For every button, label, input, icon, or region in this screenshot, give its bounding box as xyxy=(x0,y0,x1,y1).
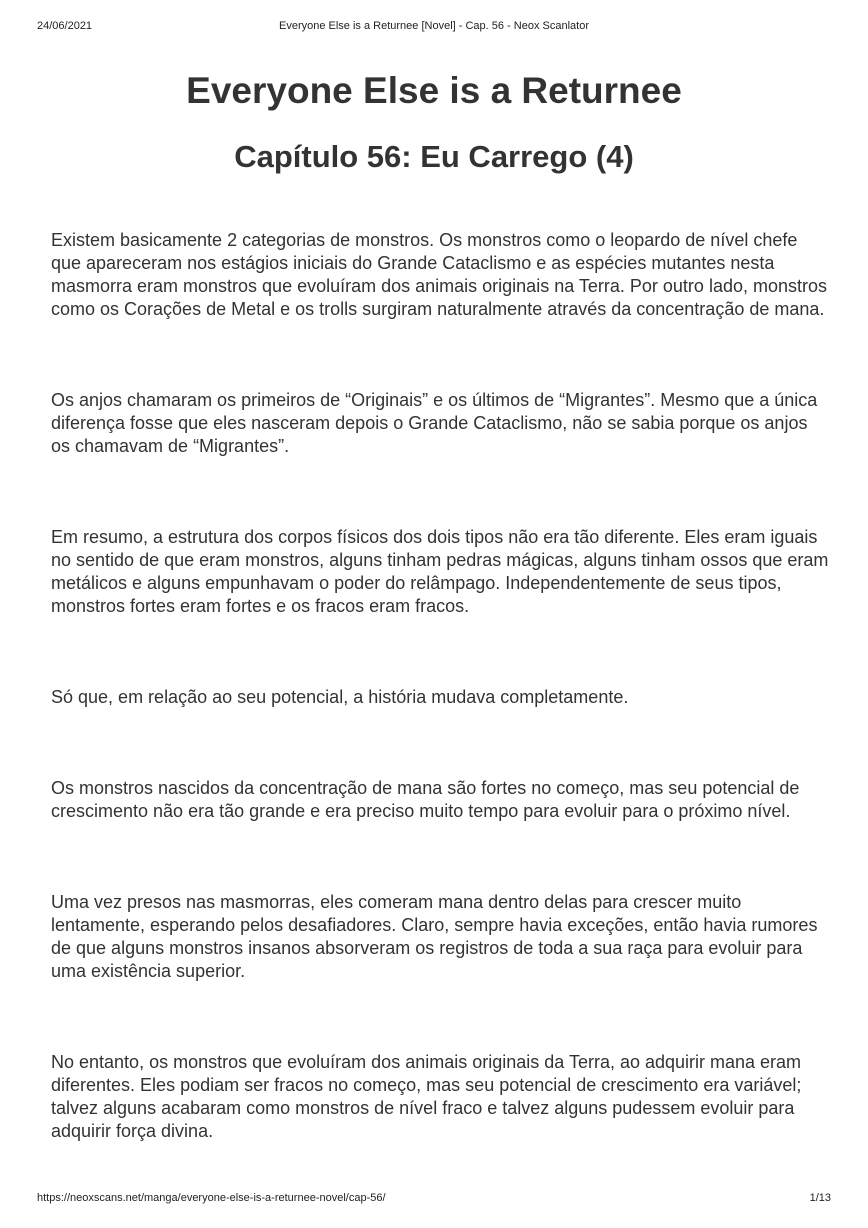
paragraph-5: Os monstros nascidos da concentração de mana são fortes no começo, mas seu potencial de crescimento não era tão grande e era preciso muito tempo para evoluir para o próximo nível. xyxy=(51,778,800,821)
print-footer xyxy=(37,1192,831,1208)
paragraph-1: Existem basicamente 2 categorias de monstros. Os monstros como o leopardo de nível chefe que apareceram nos estágios iniciais do Grande Cataclismo e as espécies mutantes nesta masmorra eram monstros que evoluíram dos animais originais na Terra. Por outro lado, monstros como os Corações de Metal e os trolls surgiram naturalmente através da concentração de mana. xyxy=(51,230,827,319)
paragraph-6: Uma vez presos nas masmorras, eles comeram mana dentro delas para crescer muito lentamente, esperando pelos desafiadores. Claro, sempre havia exceções, então havia rumores de que alguns monstros insanos absorveram os registros de toda a sua raça para evoluir para uma existência superior. xyxy=(51,892,818,981)
chapter-content xyxy=(51,229,831,1211)
paragraph-2: Os anjos chamaram os primeiros de “Originais” e os últimos de “Migrantes”. Mesmo que a única diferença fosse que eles nasceram depois o Grande Cataclismo, não se sabia porque os anjos os chamavam de “Migrantes”. xyxy=(51,390,818,456)
paragraph-3: Em resumo, a estrutura dos corpos físicos dos dois tipos não era tão diferente. Eles eram iguais no sentido de que eram monstros, alguns tinham pedras mágicas, alguns tinham ossos que eram metálicos e alguns empunhavam o poder do relâmpago. Independentemente de seus tipos, monstros fortes eram fortes e os fracos eram fracos. xyxy=(51,527,829,616)
page-url: https://neoxscans.net/manga/everyone-else-is-a-returnee-novel/cap-56/ xyxy=(37,1192,386,1204)
novel-title: Everyone Else is a Returnee xyxy=(186,70,682,111)
print-document-title: Everyone Else is a Returnee [Novel] - Cap. 56 - Neox Scanlator xyxy=(279,20,589,32)
chapter-title: Capítulo 56: Eu Carrego (4) xyxy=(234,139,634,174)
print-header xyxy=(37,20,831,36)
paragraph-4: Só que, em relação ao seu potencial, a história mudava completamente. xyxy=(51,687,629,707)
page-number: 1/13 xyxy=(809,1192,831,1204)
print-date: 24/06/2021 xyxy=(37,20,93,32)
paragraph-7: No entanto, os monstros que evoluíram dos animais originais da Terra, ao adquirir mana eram diferentes. Eles podiam ser fracos no começo, mas seu potencial de crescimento era variável; talvez alguns acabaram como monstros de nível fraco e talvez alguns pudessem evoluir para adquirir força divina. xyxy=(51,1052,802,1141)
